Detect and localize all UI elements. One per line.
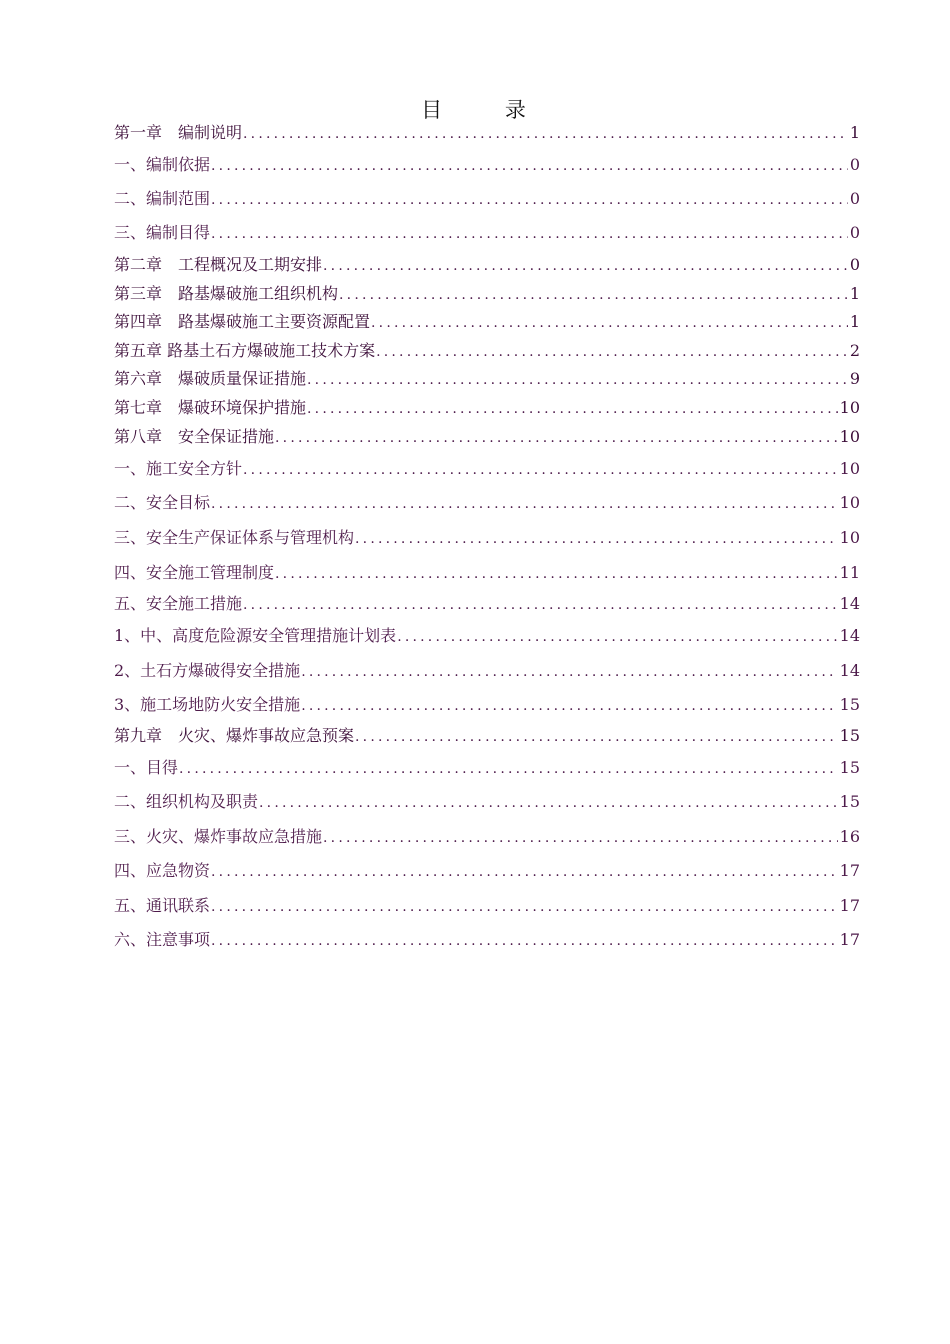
- toc-leader-dots: [339, 284, 848, 306]
- toc-leader-dots: [211, 189, 848, 211]
- toc-entry-label: 第五章 路基土石方爆破施工技术方案: [114, 341, 376, 360]
- toc-entry-page: 10: [839, 493, 860, 512]
- toc-entry-label: 一、施工安全方针: [114, 459, 243, 478]
- toc-leader-dots: [371, 312, 848, 334]
- toc-leader-dots: [211, 930, 838, 952]
- toc-entry-page: 16: [839, 827, 860, 846]
- toc-entry[interactable]: [114, 929, 860, 951]
- toc-leader-dots: [243, 123, 848, 145]
- toc-leader-dots: [397, 626, 837, 648]
- toc-entry-label: 五、通讯联系: [114, 896, 211, 915]
- toc-leader-dots: [211, 896, 838, 918]
- toc-leader-dots: [355, 528, 838, 550]
- toc-entry[interactable]: [114, 122, 860, 144]
- toc-entry-label: 五、安全施工措施: [114, 594, 243, 613]
- toc-entry-label: 三、安全生产保证体系与管理机构: [114, 528, 355, 547]
- toc-entry-page: 10: [839, 398, 860, 417]
- toc-leader-dots: [243, 459, 838, 481]
- toc-entry[interactable]: [114, 426, 860, 448]
- toc-entry[interactable]: [114, 826, 860, 848]
- toc-leader-dots: [243, 594, 838, 616]
- toc-entry-label: 四、安全施工管理制度: [114, 563, 275, 582]
- toc-leader-dots: [355, 726, 838, 748]
- toc-entry[interactable]: [114, 895, 860, 917]
- toc-leader-dots: [259, 792, 838, 814]
- toc-entry[interactable]: [114, 725, 860, 747]
- toc-leader-dots: [211, 155, 848, 177]
- toc-entry[interactable]: [114, 562, 860, 584]
- toc-entry-label: 第九章 火灾、爆炸事故应急预案: [114, 726, 355, 745]
- toc-entry-page: 0: [849, 189, 860, 208]
- toc-leader-dots: [307, 398, 838, 420]
- toc-entry-page: 1: [849, 123, 860, 142]
- toc-entry-label: 第一章 编制说明: [114, 123, 243, 142]
- toc-leader-dots: [179, 758, 838, 780]
- toc-entry-page: 14: [839, 661, 860, 680]
- toc-entry[interactable]: [114, 311, 860, 333]
- toc-entry-label: 二、组织机构及职责: [114, 792, 259, 811]
- toc-entry[interactable]: [114, 222, 860, 244]
- toc-entry-page: 17: [839, 930, 860, 949]
- toc-entry-page: 0: [849, 155, 860, 174]
- toc-entry-page: 1: [849, 284, 860, 303]
- toc-entry[interactable]: [114, 154, 860, 176]
- toc-entry-label: 一、目得: [114, 758, 179, 777]
- toc-entry-page: 14: [839, 626, 860, 645]
- toc-entry-page: 0: [849, 255, 860, 274]
- toc-entry-label: 三、编制目得: [114, 223, 211, 242]
- toc-leader-dots: [275, 563, 838, 585]
- toc-entry-label: 四、应急物资: [114, 861, 211, 880]
- toc-entry-label: 2、土石方爆破得安全措施: [114, 661, 301, 680]
- toc-entry-label: 二、安全目标: [114, 493, 211, 512]
- toc-entry[interactable]: [114, 340, 860, 362]
- toc-entry[interactable]: [114, 527, 860, 549]
- toc-entry-page: 15: [839, 792, 860, 811]
- toc-entry-page: 0: [849, 223, 860, 242]
- toc-entry[interactable]: [114, 397, 860, 419]
- toc-entry[interactable]: [114, 254, 860, 276]
- toc-entry-page: 10: [839, 528, 860, 547]
- toc-entry-page: 1: [849, 312, 860, 331]
- toc-entry-label: 三、火灾、爆炸事故应急措施: [114, 827, 323, 846]
- toc-entry-label: 二、编制范围: [114, 189, 211, 208]
- toc-leader-dots: [211, 493, 838, 515]
- toc-entry-page: 15: [839, 695, 860, 714]
- toc-entry[interactable]: [114, 660, 860, 682]
- toc-entry-label: 第六章 爆破质量保证措施: [114, 369, 307, 388]
- toc-leader-dots: [301, 661, 837, 683]
- toc-entry-label: 一、编制依据: [114, 155, 211, 174]
- toc-entry[interactable]: [114, 593, 860, 615]
- toc-entry-label: 3、施工场地防火安全措施: [114, 695, 301, 714]
- toc-title: 目 录: [421, 98, 554, 122]
- toc-entry-page: 10: [839, 459, 860, 478]
- toc-entry-page: 2: [849, 341, 860, 360]
- toc-entry-label: 第四章 路基爆破施工主要资源配置: [114, 312, 371, 331]
- toc-entry-label: 第八章 安全保证措施: [114, 427, 275, 446]
- toc-leader-dots: [323, 255, 848, 277]
- toc-entry[interactable]: [114, 368, 860, 390]
- toc-leader-dots: [323, 827, 838, 849]
- toc-entry-page: 17: [839, 861, 860, 880]
- toc-entry-page: 9: [849, 369, 860, 388]
- toc-entry[interactable]: [114, 791, 860, 813]
- toc-leader-dots: [211, 861, 838, 883]
- toc-entry-page: 14: [839, 594, 860, 613]
- toc-entry[interactable]: [114, 188, 860, 210]
- toc-entry[interactable]: [114, 860, 860, 882]
- toc-leader-dots: [376, 341, 848, 363]
- toc-entry-label: 第二章 工程概况及工期安排: [114, 255, 323, 274]
- toc-leader-dots: [275, 427, 838, 449]
- toc-leader-dots: [301, 695, 837, 717]
- toc-entry[interactable]: [114, 283, 860, 305]
- toc-entry-label: 第三章 路基爆破施工组织机构: [114, 284, 339, 303]
- toc-entry-page: 11: [839, 563, 860, 582]
- toc-entry-page: 17: [839, 896, 860, 915]
- toc-entry[interactable]: [114, 694, 860, 716]
- toc-entry[interactable]: [114, 492, 860, 514]
- toc-entry-label: 六、注意事项: [114, 930, 211, 949]
- toc-entry-page: 15: [839, 726, 860, 745]
- toc-leader-dots: [307, 369, 848, 391]
- toc-entry[interactable]: [114, 625, 860, 647]
- toc-entry[interactable]: [114, 757, 860, 779]
- toc-entry-label: 第七章 爆破环境保护措施: [114, 398, 307, 417]
- toc-entry-label: 1、中、高度危险源安全管理措施计划表: [114, 626, 397, 645]
- toc-entry-page: 10: [839, 427, 860, 446]
- toc-entry-page: 15: [839, 758, 860, 777]
- toc-entry[interactable]: [114, 458, 860, 480]
- toc-leader-dots: [211, 223, 848, 245]
